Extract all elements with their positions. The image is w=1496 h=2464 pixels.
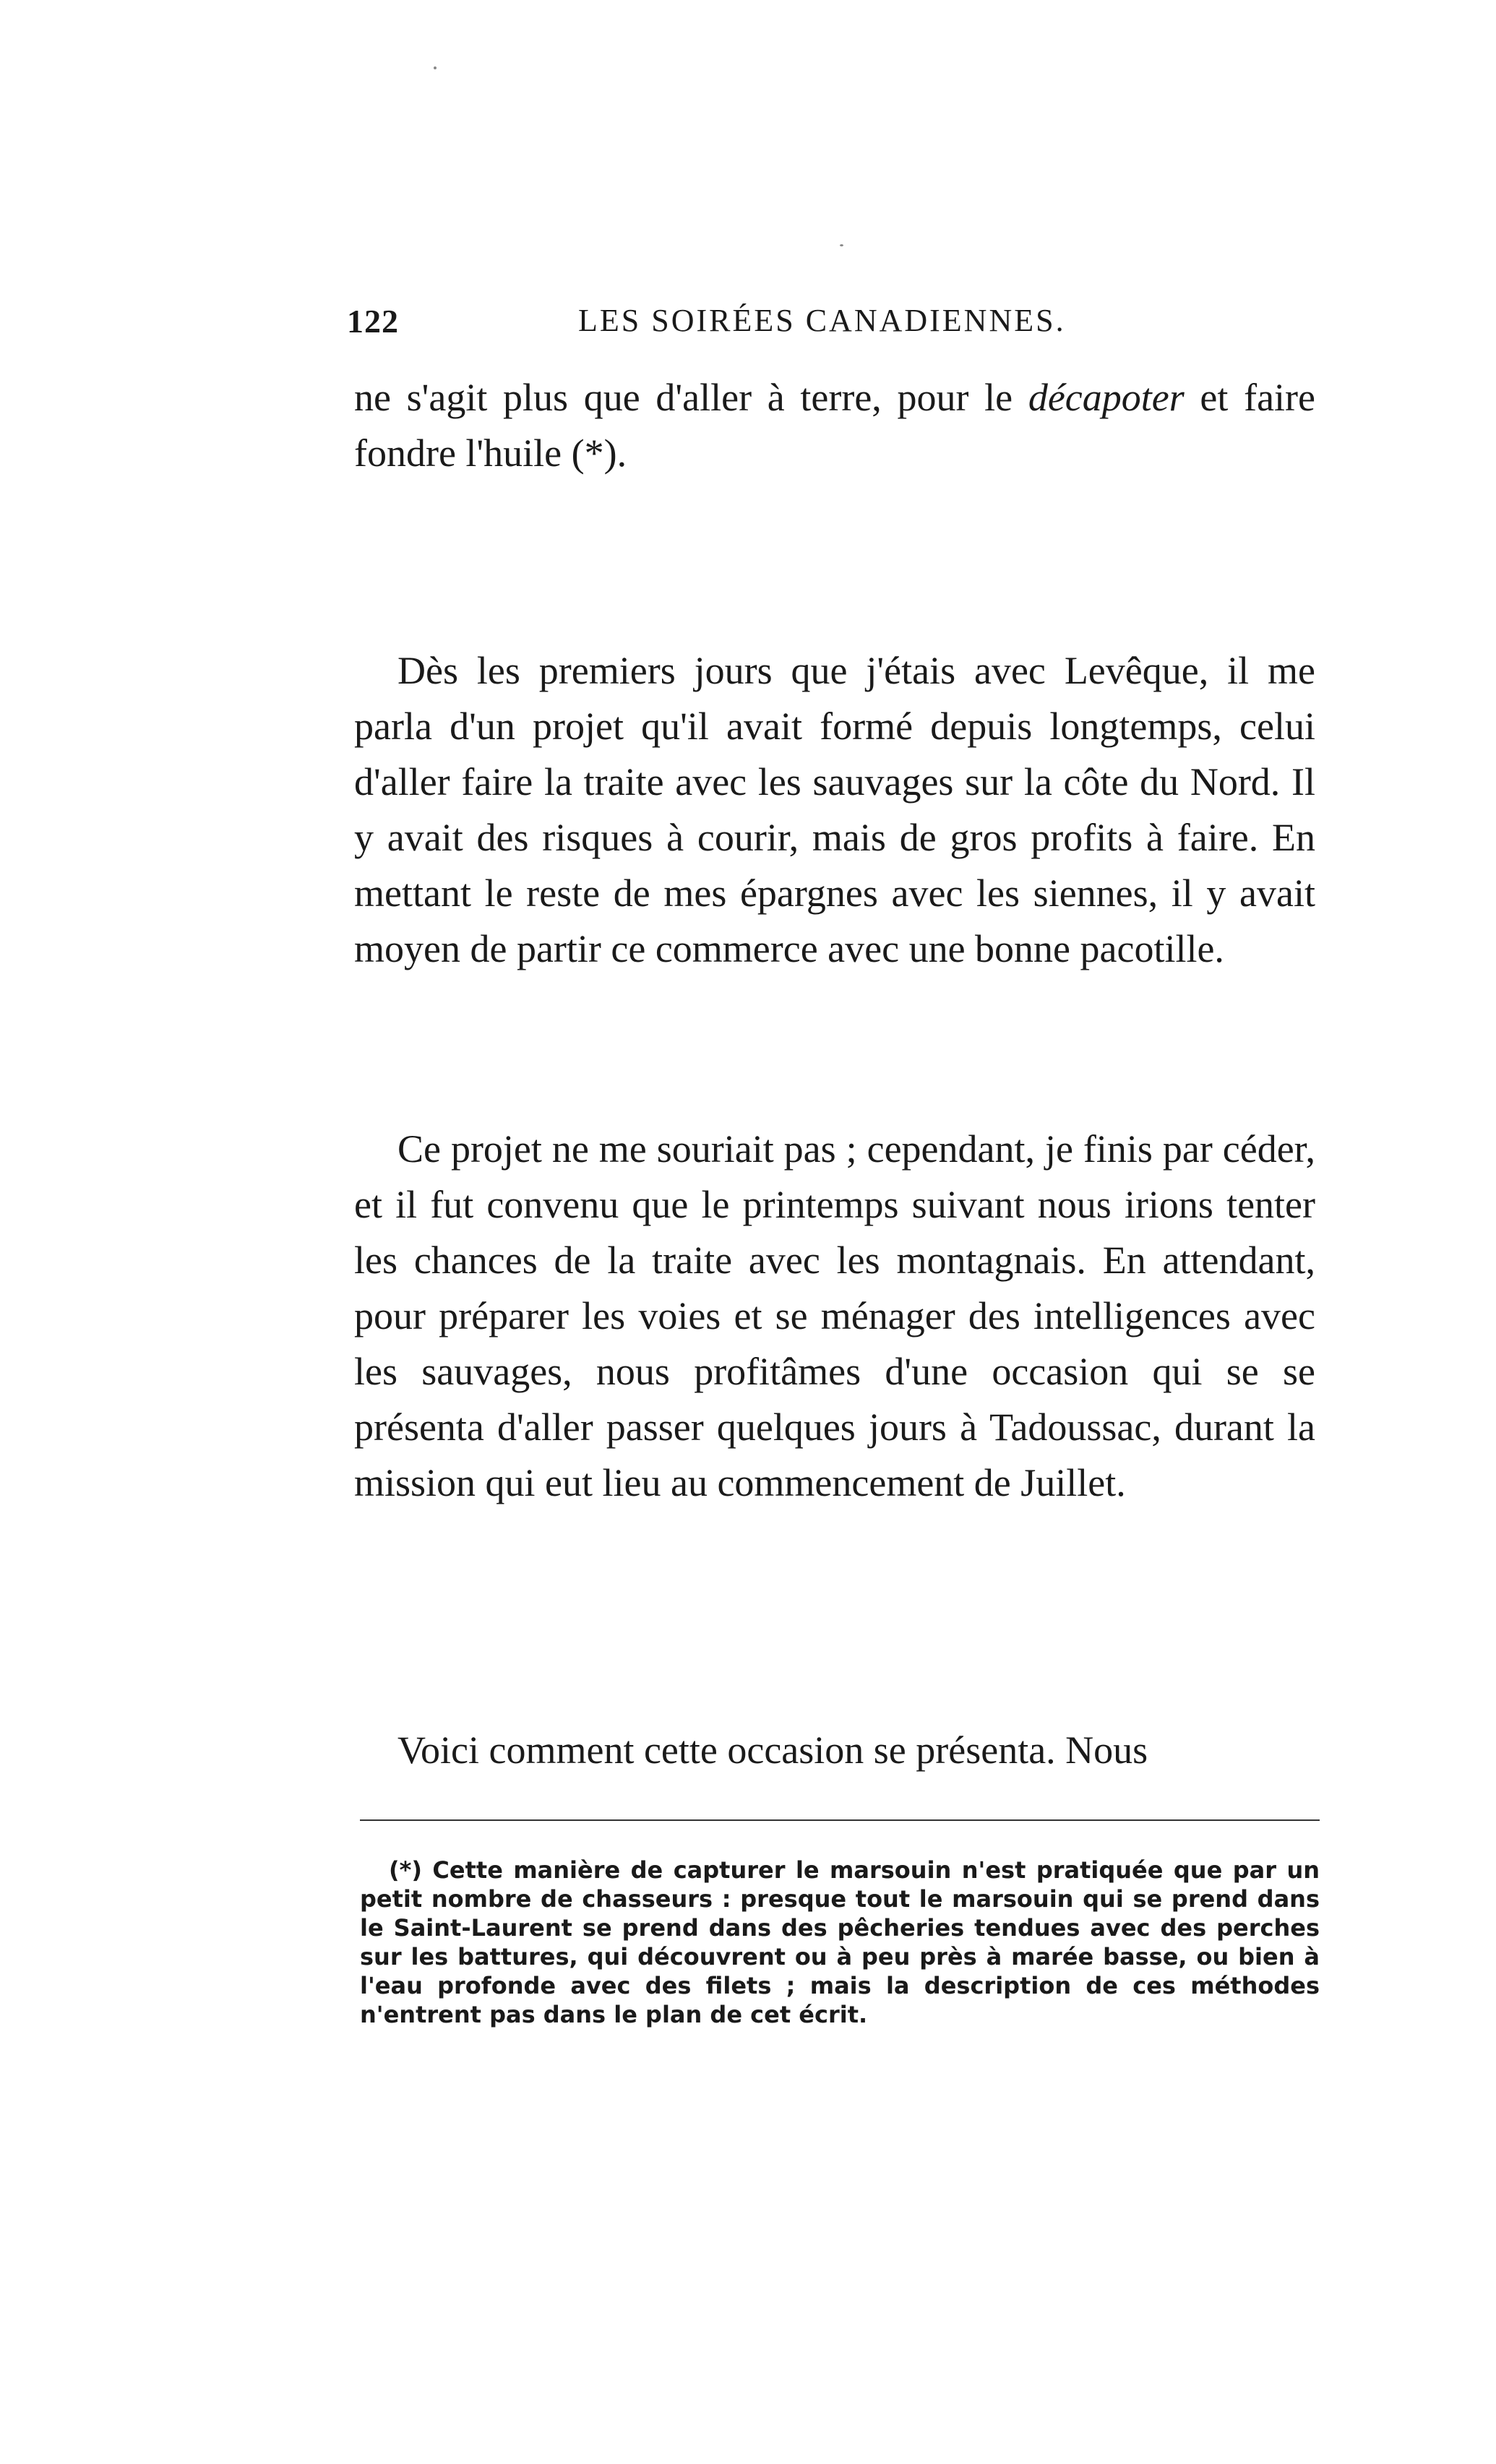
paragraph: Dès les premiers jours que j'étais avec Levêque, il me parla d'un projet qu'il avait formé depuis longtemps, celui d'aller faire la traite avec les sauvages sur la côte du Nord. Il y avait des risques à courir, mais de gros profits à faire. En mettant le reste de mes épargnes avec les siennes, il y avait moyen de partir ce commerce avec une bonne pacotille. <box>354 649 1315 970</box>
paragraph: Ce projet ne me souriait pas ; cependant, je finis par céder, et il fut convenu que le printemps suivant nous irions tenter les chances de la traite avec les montagnais. En attendant, pour préparer les voies et se ménager des intelligences avec les sauvages, nous profitâmes d'une occasion qui se se présenta d'aller passer quelques jours à Tadoussac, durant la mission qui eut lieu au commencement de Juillet. <box>354 1127 1315 1504</box>
paragraph-continuation <box>354 370 1315 481</box>
paragraph-text: et faire fondre l'huile (*). <box>354 376 1315 475</box>
italic-term: décapoter <box>1028 376 1185 419</box>
footnote: (*) Cette manière de capturer le marsouin n'est pratiquée que par un petit nombre de chasseurs : presque tout le marsouin qui se prend dans le Saint-Laurent se prend dans des pêcheries tendues avec des perches sur les battures, qui découvrent ou à peu près à marée basse, ou bien à l'eau profonde avec des filets ; mais la description de ces méthodes n'entrent pas dans le plan de cet écrit. <box>360 1856 1320 2028</box>
page-number: 122 <box>347 303 399 340</box>
paragraph: Voici comment cette occasion se présenta. Nous <box>397 1728 1148 1772</box>
page-header <box>347 302 1315 353</box>
print-speck <box>434 66 437 69</box>
running-title: LES SOIRÉES CANADIENNES. <box>578 303 1066 338</box>
print-speck <box>840 244 843 246</box>
paragraph-text: ne s'agit plus que d'aller à terre, pour le <box>354 376 1028 419</box>
footnote-rule <box>360 1819 1320 1821</box>
